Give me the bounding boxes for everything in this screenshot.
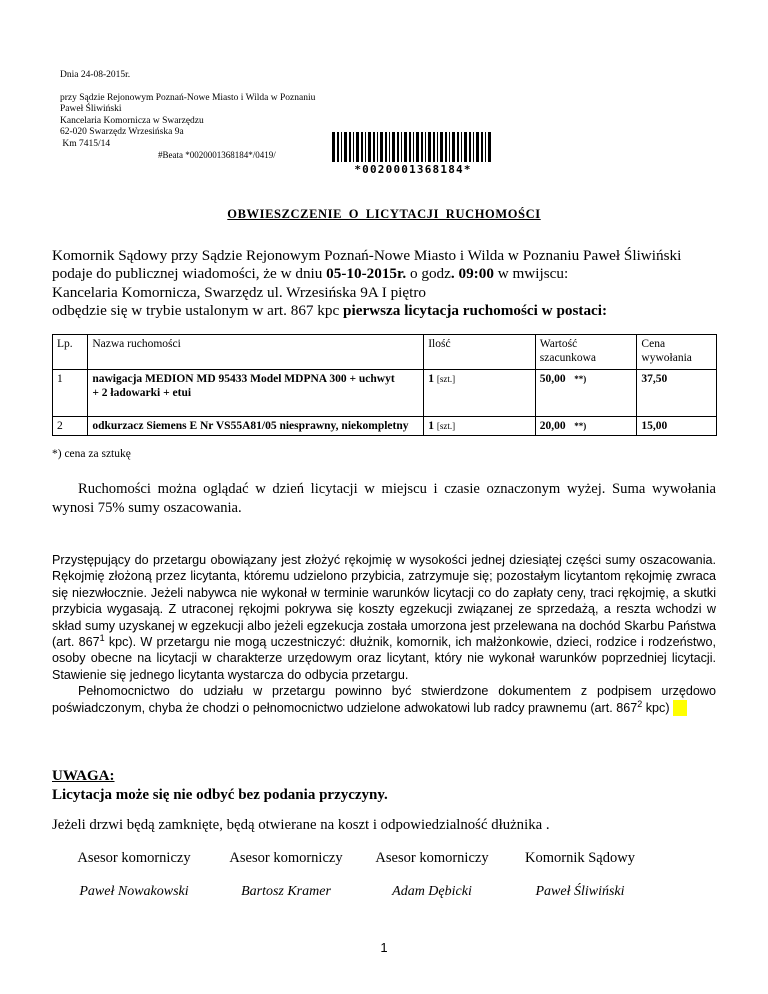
- item-value: 20,00 **): [535, 417, 637, 436]
- item-value: 50,00 **): [535, 370, 637, 417]
- barcode-bar: [473, 132, 474, 162]
- highlight-mark: [673, 700, 687, 716]
- auction-time: 09:00: [458, 265, 494, 283]
- barcode-bar: [464, 132, 467, 162]
- barcode-bar: [365, 132, 366, 162]
- barcode-bar: [449, 132, 450, 162]
- signature-name: Paweł Nowakowski: [79, 884, 189, 899]
- signature-role: Asesor komorniczy: [77, 850, 191, 866]
- warning-text: Licytacja może się nie odbyć bez podania przyczyny.: [52, 786, 388, 803]
- item-name: nawigacja MEDION MD 95433 Model MDPNA 300 + uchwyt + 2 ładowarki + etui: [88, 370, 424, 417]
- barcode-bar: [413, 132, 414, 162]
- row-number: 1: [53, 370, 88, 417]
- intro-line-2: podaje do publicznej wiadomości, że w dniu 05-10-2015r. o godz. 09:00 w mwijscu:: [52, 265, 569, 283]
- signature-role: Asesor komorniczy: [229, 850, 343, 866]
- barcode-bar: [485, 132, 486, 162]
- items-table: [52, 334, 717, 436]
- table-row: [53, 370, 717, 417]
- barcode-bar: [425, 132, 426, 162]
- barcode-bar: [392, 132, 395, 162]
- power-of-attorney-text: Pełnomocnictwo do udziału w przetargu powinno być stwierdzone dokumentem z podpisem urzędowo poświadczonym, chyba że chodzi o pełnomocnictwo udzielone adwokatowi lub radcy prawnemu (art. $867^2$ kpc): [52, 684, 716, 715]
- barcode-reference: #Beata *0020001368184*/0419/: [158, 150, 276, 160]
- warning-block: [52, 767, 388, 804]
- court-name: przy Sądzie Rejonowym Poznań-Nowe Miasto i Wilda w Poznaniu: [60, 92, 316, 103]
- item-name: odkurzacz Siemens E Nr VS55A81/05 niesprawny, niekompletny: [88, 417, 424, 436]
- document-title: OBWIESZCZENIE O LICYTACJI RUCHOMOŚCI: [227, 207, 541, 221]
- bailiff-name: Paweł Śliwiński: [60, 104, 122, 114]
- signature-role: Komornik Sądowy: [525, 850, 635, 866]
- sender-header: [60, 70, 315, 150]
- office-name: Kancelaria Komornicza w Swarzędzu: [60, 115, 204, 126]
- barcode-bar: [437, 132, 438, 162]
- signature-block: [490, 850, 670, 900]
- barcode-bar: [416, 132, 419, 162]
- door-notice: Jeżeli drzwi będą zamknięte, będą otwierane na koszt i odpowiedzialność dłużnika .: [52, 817, 550, 833]
- barcode-image: [332, 132, 494, 162]
- barcode-text: *0020001368184*: [354, 163, 472, 176]
- barcode-bar: [385, 132, 387, 162]
- deposit-rules-paragraph: [52, 552, 716, 716]
- column-header: Lp.: [53, 335, 88, 370]
- column-header: Wartość szacunkowa: [535, 335, 637, 370]
- signature-name: Adam Dębicki: [392, 884, 472, 899]
- barcode-bar: [469, 132, 471, 162]
- deposit-rules-text: Przystępujący do przetargu obowiązany jest złożyć rękojmię w wysokości jednej dziesiątej części sumy oszacowania. Rękojmię złożoną przez licytanta, któremu udzielono przybicia, zatrzymuje się; pozostałym licytantom rękojmię zwraca się niezwłocznie. Jeżeli nabywca nie wykonał w terminie warunków licytacji co do zapłaty ceny, traci rękojmię, a skutki przybicia wygasają. Z utraconej rękojmi pokrywa się koszty egzekucji związanej ze sprzedażą, a reszta wchodzi w skład sumy uzyskanej w egzekucji albo jeżeli egzekucja została umorzona jest przelewana na dochód Skarbu Państwa (art. $867^1$ kpc). W przetargu nie mogą uczestniczyć: dłużnik, komornik, ich małżonkowie, dzieci, rodzice i rodzeństwo, osoby obecne na licytacji w charakterze urzędowym oraz licytant, który nie wykonał warunków poprzedniej licytacji. Stawienie się jednego licytanta wystarcza do odbycia przetargu.: [52, 553, 716, 682]
- barcode-bar: [421, 132, 423, 162]
- barcode-bar: [337, 132, 339, 162]
- barcode-bar: [377, 132, 378, 162]
- price-note: *) cena za sztukę: [52, 448, 131, 460]
- barcode-bar: [361, 132, 363, 162]
- intro-line-3: Kancelaria Komornicza, Swarzędz ul. Wrzesińska 9A I piętro: [52, 283, 427, 301]
- barcode-bar: [445, 132, 447, 162]
- document-date: Dnia 24-08-2015r.: [60, 70, 131, 80]
- auction-date: 05-10-2015r.: [326, 265, 407, 283]
- signature-name: Paweł Śliwiński: [535, 884, 625, 899]
- office-address: 62-020 Swarzędz Wrzesińska 9a: [60, 127, 184, 137]
- barcode-bar: [428, 132, 431, 162]
- intro-paragraph: [52, 247, 716, 321]
- intro-line-1: Komornik Sądowy przy Sądzie Rejonowym Poznań-Nowe Miasto i Wilda w Poznaniu Paweł Śliwiński: [52, 247, 682, 264]
- barcode-bar: [332, 132, 335, 162]
- item-price: 37,50: [637, 370, 717, 417]
- row-number: 2: [53, 417, 88, 436]
- barcode-bar: [481, 132, 483, 162]
- table-row: [53, 417, 717, 436]
- barcode-bar: [353, 132, 354, 162]
- barcode-bar: [433, 132, 435, 162]
- barcode-bar: [368, 132, 371, 162]
- barcode-bar: [397, 132, 399, 162]
- barcode-bar: [409, 132, 411, 162]
- signature-name: Bartosz Kramer: [241, 884, 331, 899]
- barcode-bar: [380, 132, 383, 162]
- barcode-bar: [488, 132, 491, 162]
- item-quantity: 1 [szt.]: [424, 370, 536, 417]
- barcode-bar: [389, 132, 390, 162]
- barcode-bar: [401, 132, 402, 162]
- viewing-paragraph: Ruchomości można oglądać w dzień licytacji w miejscu i czasie oznaczonym wyżej. Suma wywołania wynosi 75% sumy oszacowania.: [52, 481, 716, 516]
- barcode-bar: [349, 132, 351, 162]
- barcode-bar: [461, 132, 462, 162]
- table-header-row: [53, 335, 717, 370]
- barcode-bar: [476, 132, 479, 162]
- item-quantity: 1 [szt.]: [424, 417, 536, 436]
- column-header: Cena wywołania: [637, 335, 717, 370]
- intro-line-4: odbędzie się w trybie ustalonym w art. 867 kpc pierwsza licytacja ruchomości w postaci:: [52, 302, 608, 320]
- barcode-bar: [373, 132, 375, 162]
- column-header: Ilość: [424, 335, 536, 370]
- page-number: 1: [380, 940, 388, 955]
- barcode-bar: [457, 132, 459, 162]
- barcode-bar: [440, 132, 443, 162]
- barcode-bar: [404, 132, 407, 162]
- barcode-bar: [356, 132, 359, 162]
- barcode-bar: [344, 132, 347, 162]
- case-number: Km 7415/14: [60, 138, 111, 149]
- warning-heading: UWAGA:: [52, 768, 115, 784]
- barcode-bar: [341, 132, 342, 162]
- signature-role: Asesor komorniczy: [375, 850, 489, 866]
- item-price: 15,00: [637, 417, 717, 436]
- barcode-bar: [452, 132, 455, 162]
- column-header: Nazwa ruchomości: [88, 335, 424, 370]
